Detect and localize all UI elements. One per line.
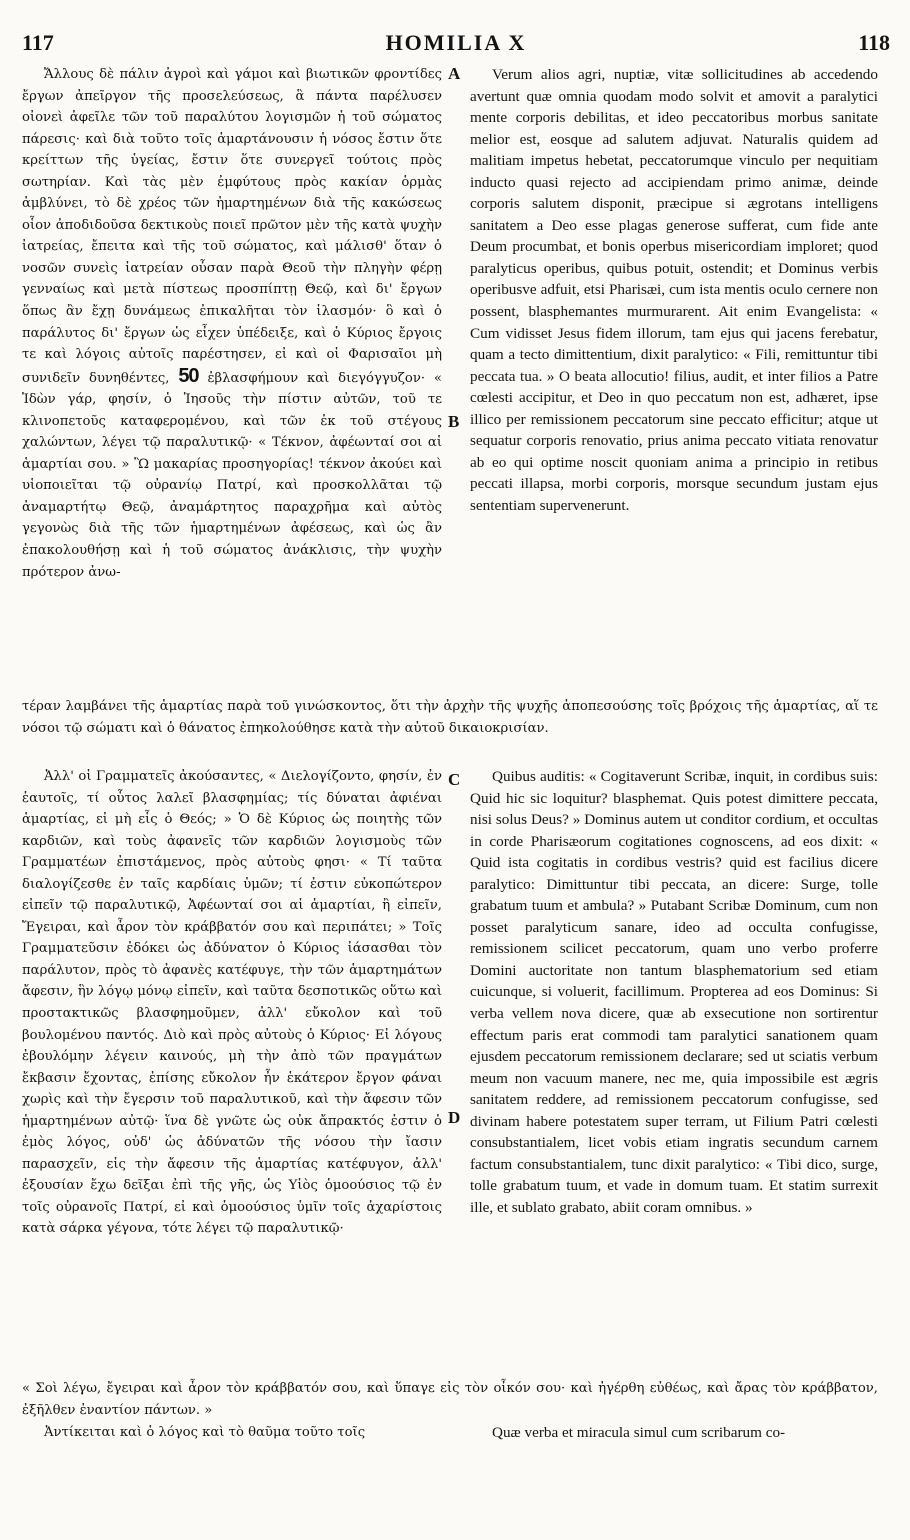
latin-column-section-3 bbox=[470, 1422, 878, 1444]
greek-full-width-line: τέραν λαμβάνει τῆς ἁμαρτίας παρὰ τοῦ γινώσκοντος, ὅτι τὴν ἀρχὴν τῆς ψυχῆς ἀποπεσούσης τοῖς βρόχοις τῆς ἁμαρτίας, αἵ τε νόσοι τῷ σώματι καὶ ὁ θάνατος ἐπηκολούθησε κατὰ τὴν αὐτοῦ δικαιοκρισίαν. bbox=[22, 699, 878, 736]
margin-marker-a: A bbox=[448, 64, 461, 83]
latin-column-section-1 bbox=[470, 64, 878, 516]
latin-paragraph: Quæ verba et miracula simul cum scribarum co- bbox=[492, 1424, 786, 1441]
latin-paragraph: Quibus auditis: « Cogitaverunt Scribæ, inquit, in cordibus suis: Quid hic sic loquitur? blasphemat. Quis potest dimittere peccata, nisi solus Deus? » Dominus autem ut conditor cordium, et occultas in corde Pharisæorum cogitationes cognoscens, ad eos dixit: « Quid ista cogitatis in cordibus vestris? quid est facilius dicere paralytico: Dimittuntur tibi peccata, an dicere: Surge, tolle grabatum tuum et ambula? » Putabant Scribæ Dominum, cum non posset paralyticum sanare, ideo ad occulta confugisse, remissionem scilicet peccatorum, quam uno verbo proferre Domini auctoritate non tantum blasphematorium sed etiam cuicunque, si voluerit, facillimum. Propterea ad eos Dominus: Si verba vellem nova dicere, quæ ab exsecutione non sortirentur effectum paris erat commodi tam paralytici sanationem quam ejusdem peccatorum remissionem declarare; sed ut sciatis verbum meum non vacuum manere, nec me, quia impossibile est ægris sanitatem reddere, ad remissionem peccatorum confugisse, sed divinam habere potestatem super terram, ut Filium Patri cœlesti consubstantialem, licet vobis etiam ingratis secundum carnem factum consubstantialem, tunc dixit paralytico: « Tibi dico, surge, tolle grabatum tuum, et vade in domum tuam. Et statim surrexit ille, et sublato grabato, abiit coram omnibus. » bbox=[470, 768, 878, 1216]
section-number: 50 bbox=[178, 364, 199, 387]
margin-marker-d: D bbox=[448, 1108, 461, 1127]
greek-text: Ἄλλους δὲ πάλιν ἀγροὶ καὶ γάμοι καὶ βιωτικῶν φροντίδες ἔργων ἀπεῖργον τῆς προσελεύσεως, ἃ πάντα παρέλυσεν οἰονεὶ ἀφεῖλε τῶν τοῦ παραλύτου λογισμῶν ἡ τοῦ σώματος πάρεσις· καὶ διὰ τοῦτο τοῖς ἁμαρτάνουσιν ἡ νόσος ἔστιν ὅτε κρείττων τῆς ὑγείας, ἔστιν ὅτε συνεργεῖ τούτοις πρὸς σωτηρίαν. Καὶ τὰς μὲν ἐμφύτους πρὸς κακίαν ὁρμὰς ἀμβλύνει, τὸ δὲ χρέος τῶν ἡμαρτημένων διὰ τῆς κακώσεως οἷον ἀποδιδοῦσα δεκτικοὺς ποιεῖ πρῶτον μὲν τῆς κατὰ ψυχὴν ἰατρείας, ἔπειτα καὶ τῆς τοῦ σώματος, καὶ μάλισθ' ὅταν ὁ νοσῶν συνεὶς ἰατρείαν οὖσαν παρὰ Θεοῦ τὴν πληγὴν φέρῃ γενναίως καὶ μετὰ πίστεως προσπίπτῃ Θεῷ, καὶ δι' ἔργων ὅπως ἂν ἔχῃ δυνάμεως ἐπικαλῆται τὸν ἱλασμόν· ὃ καὶ ὁ παράλυτος δι' ἔργων ὡς εἶχεν ὑπέδειξε, καὶ ὁ Κύριος ἔργοις τε καὶ λόγοις αὐτοῖς παρέστησεν, εἰ καὶ οἱ Φαρισαῖοι μὴ συνιδεῖν δυνηθέντες, bbox=[22, 67, 442, 386]
latin-paragraph: Verum alios agri, nuptiæ, vitæ sollicitudines ab accedendo avertunt quæ omnia quodam modo solvit et amovit a paralytici mente corporis debilitas, et ideo peccatoribus morbus sanitate melior est, eosque ad salutem adjuvat. Naturalis quidem ad malitiam impetus hebetat, peccatorumque vinculo per nequitiam inducto quasi rejecto ad accipiendam primo animæ, deinde corporis salutem disponit, præcipue si ægrotans intelligens sanitatem a Deo esse plagas generose sufferat, cum fide ante Deum procumbat, et bonis operbus misericordiam imploret; quod paralyticus operibus, quibus potuit, ostendit; et Dominus verbis operibusve adfuit, etsi Pharisæi, cum ista mentis oculo cernere non possent, blasphemantes murmurarent. Ait enim Evangelista: « Cum vidisset Jesus fidem illorum, tam ejus qui jacens ferebatur, quam a tecto dimittentium, dixit paralytico: « Fili, remittuntur tibi peccata tua. » O beata allocutio! filius, audit, et inter filios a Patre cœlesti accipitur, et Deo in quo peccatum non est, adhæret, ipse illico per remissionem peccatorum sine peccato efficitur; atque ut sequatur corporis renovatio, prius anima peccato vitiata renovatur ab eo qui optime noscit quoniam anima a principio in retibus peccati illapsa, morbi corporis, morsque secundum justam ejus sententiam supervenerunt. bbox=[470, 66, 878, 514]
running-header bbox=[22, 30, 890, 60]
greek-paragraph: Ἀντίκειται καὶ ὁ λόγος καὶ τὸ θαῦμα τοῦτο τοῖς bbox=[44, 1425, 366, 1440]
running-title: HOMILIA X bbox=[385, 30, 527, 55]
margin-marker-b: B bbox=[448, 412, 460, 431]
greek-column-section-1 bbox=[22, 64, 442, 583]
page-number-right: 118 bbox=[858, 30, 890, 55]
greek-column-section-2 bbox=[22, 766, 442, 1240]
greek-full-width-line: « Σοὶ λέγω, ἔγειραι καὶ ἆρον τὸν κράββατόν σου, καὶ ὕπαγε εἰς τὸν οἶκόν σου· καὶ ἠγέρθη εὐθέως, καὶ ἄρας τὸν κράββατον, ἐξῆλθεν ἐναντίον πάντων. » bbox=[22, 1381, 878, 1418]
page-number-left: 117 bbox=[22, 30, 54, 55]
latin-column-section-2 bbox=[470, 766, 878, 1218]
greek-paragraph bbox=[22, 64, 442, 583]
margin-marker-c: C bbox=[448, 770, 461, 789]
greek-paragraph: Ἀλλ' οἱ Γραμματεῖς ἀκούσαντες, « Διελογίζοντο, φησίν, ἐν ἑαυτοῖς, τί οὗτος λαλεῖ βλασφημίας; τίς δύναται ἀφιέναι ἁμαρτίας, εἰ μὴ εἷς ὁ Θεός; » Ὁ δὲ Κύριος ὡς ποιητὴς τῶν καρδιῶν, καὶ τοὺς ἀφανεῖς τῶν καρδιῶν λογισμοὺς τῶν Γραμματέων ἐπιστάμενος, πρὸς αὐτοὺς φησι· « Τί ταῦτα διαλογίζεσθε ἐν ταῖς καρδίαις ὑμῶν; τί ἐστιν εὐκοπώτερον εἰπεῖν τῷ παραλυτικῷ, Ἀφέωνταί σοι αἱ ἁμαρτίαι, ἢ εἰπεῖν, Ἔγειραι, καὶ ἆρον τὸν κράββατόν σου καὶ περιπάτει; » Τοῖς Γραμματεῦσιν ἐδόκει ὡς ἀδύνατον ὁ Κύριος ἰάσασθαι τὸν παράλυτον, πρὸς τὸ ἀφανὲς κατέφυγε, τὴν τῶν ἁμαρτημάτων ἄφεσιν, ἣν λόγῳ μόνῳ εἰπεῖν, καὶ ταῦτα δεσποτικῶς οὕτω καὶ προστακτικῶς βλασφημοῦμεν, ἀλλ' εὔκολον καὶ τοῦ βουλομένου παντός. Διὸ καὶ πρὸς αὐτοὺς ὁ Κύριος· Εἰ λόγους ἐβουλόμην λέγειν καινούς, μὴ τὴν ἀπὸ τῶν πραγμάτων ἔκβασιν ἔχοντας, ἐπίσης εὔκολον ἦν ἑκάτερον ἔργον φάναι χωρὶς καὶ τὴν ἔγερσιν τοῦ παραλυτικοῦ, καὶ τὴν ἄφεσιν τῶν ἡμαρτημένων αὐτῷ· ἵνα δὲ γνῶτε ὡς οὐκ ἄπρακτός ἐστιν ὁ ἐμὸς λόγος, οὐδ' ὡς ἀδύνατῶν τῆς νόσου τὴν ἴασιν παρασχεῖν, εἰς τὴν ἄφεσιν τῆς ἁμαρτίας κατέφυγον, ἀλλ' ἐξουσίαν ἔχω δεῖξαι ἐπὶ τῆς γῆς, ὡς Υἱὸς ὁμοούσιος τῷ ἐν τοῖς οὐρανοῖς Πατρί, εἰ καὶ ὁμοούσιος ὑμῖν τοῖς ἀχαρίστοις κατὰ σάρκα γέγονα, τότε λέγει τῷ παραλυτικῷ· bbox=[22, 769, 442, 1237]
greek-column-section-3 bbox=[22, 1422, 442, 1444]
greek-text: ἐβλασφήμουν καὶ διεγόγγυζον· « Ἰδὼν γάρ, φησίν, ὁ Ἰησοῦς τὴν πίστιν αὐτῶν, τοῦ τε κλινοπετοῦς καταφερομένου, καὶ τῶν ἐκ τοῦ στέγους χαλώντων, λέγει τῷ παραλυτικῷ· « Τέκνον, ἀφέωνταί σοι αἱ ἁμαρτίαι σου. » Ὢ μακαρίας προσηγορίας! τέκνον ἀκούει καὶ υἱοποιεῖται τῷ οὐρανίῳ Πατρί, καὶ προσκολλᾶται τῷ ἀναμαρτήτῳ Θεῷ, ἀναμάρτητος παραχρῆμα καὶ αὐτὸς γεγονὼς διὰ τῆς τῶν ἡμαρτημένων ἀφέσεως, καὶ ὡς ἂν ἐπακολουθήσῃ καὶ ἡ τοῦ σώματος ἀνάκλισις, τὴν ψυχὴν πρότερον ἀνω- bbox=[22, 370, 442, 580]
